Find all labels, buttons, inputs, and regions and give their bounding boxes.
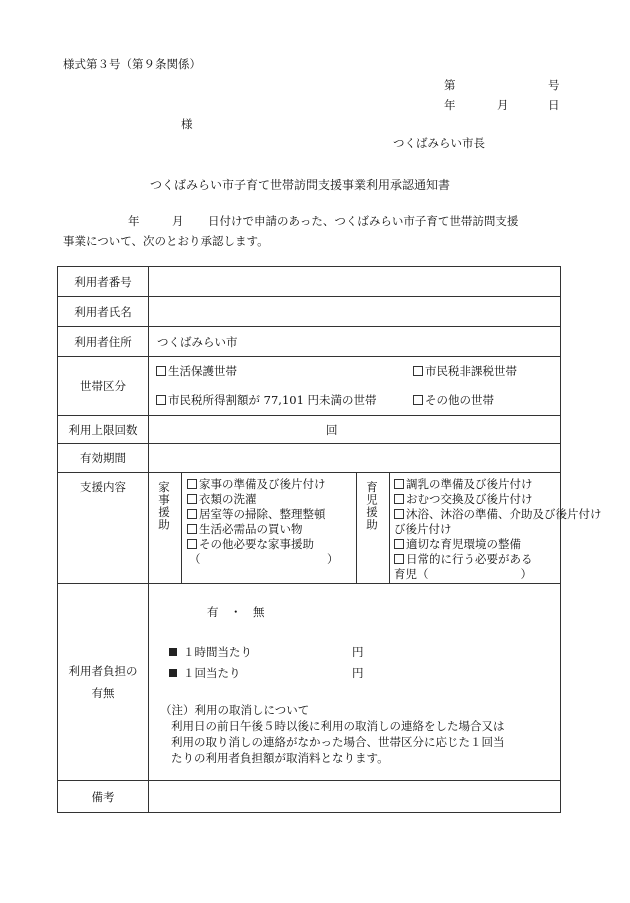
checkbox[interactable] [156, 395, 166, 405]
remarks-value[interactable] [149, 781, 561, 813]
childcare-other-paren[interactable]: 育児（ ） [394, 567, 532, 581]
household-option-4[interactable] [413, 392, 494, 408]
housework-item[interactable] [187, 477, 339, 492]
childcare-label-box [356, 473, 390, 583]
valid-value[interactable] [149, 444, 561, 473]
row-burden [58, 584, 561, 781]
row-remarks [58, 781, 561, 813]
checkbox[interactable] [413, 395, 423, 405]
intro-text: 日付けで申請のあった、つくばみらい市子育て世帯訪問支援 [208, 214, 519, 228]
item-label: 居室等の掃除、整理整頓 [199, 507, 326, 521]
date-month: 月 [497, 98, 509, 112]
household-option-3[interactable] [156, 392, 377, 408]
limit-value[interactable] [149, 416, 561, 444]
per-time-yen: 円 [352, 666, 364, 680]
burden-choice[interactable]: 有 ・ 無 [207, 605, 265, 619]
bullet-square [169, 669, 177, 677]
row-valid-period [58, 444, 561, 473]
address-label: 利用者住所 [58, 327, 149, 357]
item-label: 生活必需品の買い物 [199, 522, 303, 536]
note-line: 利用の取り消しの連絡がなかった場合、世帯区分に応じた１回当 [171, 735, 505, 749]
user-number-label: 利用者番号 [58, 267, 149, 297]
checkbox[interactable] [394, 494, 404, 504]
limit-label: 利用上限回数 [58, 416, 149, 444]
burden-label-line1: 利用者負担の [68, 664, 138, 678]
housework-item[interactable] [187, 537, 339, 552]
checkbox[interactable] [394, 539, 404, 549]
checkbox[interactable] [187, 524, 197, 534]
household-label: 世帯区分 [58, 357, 149, 416]
checkbox[interactable] [187, 494, 197, 504]
checkbox[interactable] [394, 554, 404, 564]
number-suffix: 号 [548, 78, 560, 92]
childcare-item[interactable] [394, 477, 602, 492]
household-option-1[interactable] [156, 363, 237, 379]
number-prefix: 第 [444, 78, 456, 92]
option-label: 市民税非課税世帯 [425, 364, 517, 378]
item-label: おむつ交換及び後片付け [406, 492, 533, 506]
household-options [149, 357, 561, 416]
burden-label-line2: 有無 [91, 686, 115, 700]
checkbox[interactable] [187, 479, 197, 489]
valid-label: 有効期間 [58, 444, 149, 473]
checkbox[interactable] [394, 509, 404, 519]
intro-month: 月 [172, 214, 184, 228]
housework-list [187, 477, 339, 567]
address-text: つくばみらい市 [157, 334, 238, 349]
housework-label: 家事援助 [157, 481, 171, 531]
housework-label-box [149, 473, 182, 583]
row-limit [58, 416, 561, 444]
user-name-value[interactable] [149, 297, 561, 327]
per-time-label: １回当たり [183, 666, 241, 680]
item-label: 日常的に行う必要がある [406, 552, 533, 566]
row-address [58, 327, 561, 357]
bullet-square [169, 648, 177, 656]
checkbox[interactable] [394, 479, 404, 489]
date-day: 日 [548, 98, 560, 112]
note-title: （注）利用の取消しについて [160, 703, 310, 717]
household-option-2[interactable] [413, 363, 517, 379]
row-household [58, 357, 561, 416]
childcare-item[interactable] [394, 492, 602, 507]
row-support [58, 473, 561, 584]
note-line: たりの利用者負担額が取消料となります。 [171, 751, 389, 765]
housework-item[interactable] [187, 507, 339, 522]
limit-unit: 回 [326, 422, 338, 437]
addressee-sama: 様 [181, 117, 193, 131]
item-label: 沐浴、沐浴の準備、介助及び後片付け [406, 507, 602, 521]
date-year: 年 [444, 98, 456, 112]
burden-label [58, 584, 149, 781]
form-number: 様式第３号（第９条関係） [63, 57, 201, 71]
approval-form-table [57, 266, 602, 813]
housework-other-paren[interactable]: （ ） [189, 552, 339, 566]
intro-text-line2: 事業について、次のとおり承認します。 [63, 234, 269, 248]
childcare-item[interactable] [394, 552, 602, 567]
burden-content [149, 584, 561, 781]
document-title: つくばみらい市子育て世帯訪問支援事業利用承認通知書 [150, 178, 451, 192]
address-value[interactable] [149, 327, 561, 357]
checkbox[interactable] [413, 366, 423, 376]
childcare-item[interactable] [394, 537, 602, 552]
checkbox[interactable] [156, 366, 166, 376]
per-hour-yen: 円 [352, 645, 364, 659]
option-label: その他の世帯 [425, 393, 494, 407]
per-hour-line [169, 644, 252, 660]
childcare-item-cont: び後片付け [394, 522, 452, 536]
checkbox[interactable] [187, 539, 197, 549]
user-name-label: 利用者氏名 [58, 297, 149, 327]
per-hour-label: １時間当たり [183, 645, 252, 659]
row-user-name [58, 297, 561, 327]
item-label: 適切な育児環境の整備 [406, 537, 521, 551]
item-label: 衣類の洗濯 [199, 492, 257, 506]
housework-item[interactable] [187, 522, 339, 537]
option-label: 市民税所得割額が 77,101 円未満の世帯 [168, 393, 377, 407]
childcare-list [394, 477, 602, 582]
issuer: つくばみらい市長 [393, 136, 485, 150]
item-label: その他必要な家事援助 [199, 537, 314, 551]
support-label: 支援内容 [58, 473, 149, 584]
item-label: 家事の準備及び後片付け [199, 477, 326, 491]
housework-item[interactable] [187, 492, 339, 507]
support-content [149, 473, 602, 584]
user-number-value[interactable] [149, 267, 561, 297]
row-user-number [58, 267, 561, 297]
per-time-line [169, 665, 241, 681]
remarks-label: 備考 [58, 781, 149, 813]
intro-year: 年 [128, 214, 140, 228]
option-label: 生活保護世帯 [168, 364, 237, 378]
item-label: 調乳の準備及び後片付け [406, 477, 533, 491]
childcare-label: 育児援助 [365, 481, 379, 531]
checkbox[interactable] [187, 509, 197, 519]
note-line: 利用日の前日午後５時以後に利用の取消しの連絡をした場合又は [171, 719, 505, 733]
childcare-item[interactable] [394, 507, 602, 522]
note-body [171, 718, 505, 766]
